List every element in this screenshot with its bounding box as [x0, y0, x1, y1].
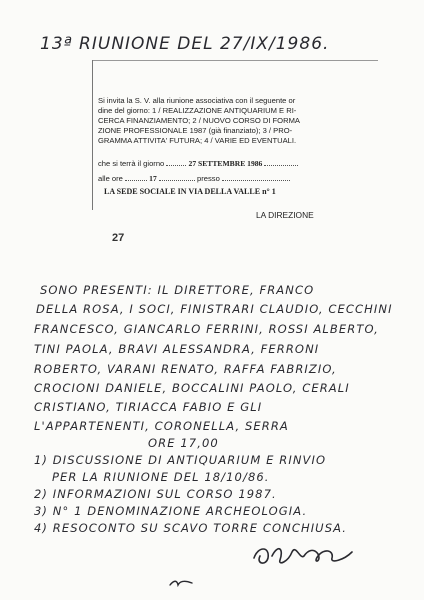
agenda-item: 3) N° 1 DENOMINAZIONE ARCHEOLOGIA.	[34, 504, 308, 518]
place-value: LA SEDE SOCIALE IN VIA DELLA VALLE n° 1	[104, 187, 276, 196]
minutes-line: SONO PRESENTI: IL DIRETTORE, FRANCO	[40, 283, 315, 297]
date-value: 27 SETTEMBRE 1986	[188, 159, 263, 168]
time-dots-after	[159, 172, 195, 181]
date-dots-after	[264, 157, 298, 166]
place-label: presso	[197, 174, 220, 183]
handwritten-mark	[168, 578, 194, 588]
handwritten-signature	[248, 540, 358, 570]
notice-signoff: LA DIREZIONE	[256, 210, 314, 220]
date-dots	[166, 157, 186, 166]
agenda-item-continued: PER LA RIUNIONE DEL 18/10/86.	[52, 470, 270, 484]
place-dots	[222, 172, 290, 181]
minutes-line: FRANCESCO, GIANCARLO FERRINI, ROSSI ALBERTO,	[34, 322, 379, 336]
minutes-time: ORE 17,00	[148, 436, 219, 450]
notice-line-5: GRAMMA ATTIVITA' FUTURA; 4 / VARIE ED EVENTUALI.	[98, 136, 297, 145]
stamp-number: 27	[112, 232, 125, 244]
agenda-item: 1) DISCUSSIONE DI ANTIQUARIUM E RINVIO	[34, 453, 327, 467]
agenda-item: 4) RESOCONTO SU SCAVO TORRE CONCHIUSA.	[34, 521, 348, 535]
notice-line-4: ZIONE PROFESSIONALE 1987 (già finanziato); 3 / PRO-	[98, 126, 293, 135]
meeting-heading: 13ª RIUNIONE DEL 27/IX/1986.	[40, 34, 330, 54]
notice-date-row	[98, 157, 298, 169]
minutes-line: TINI PAOLA, BRAVI ALESSANDRA, FERRONI	[34, 342, 320, 356]
notice-line-3: CERCA FINANZIAMENTO; 2 / NUOVO CORSO DI FORMA	[98, 116, 300, 125]
minutes-line: ROBERTO, VARANI RENATO, RAFFA FABRIZIO,	[34, 362, 337, 376]
time-value: 17	[149, 174, 157, 183]
minutes-line: CROCIONI DANIELE, BOCCALINI PAOLO, CERALI	[34, 381, 350, 395]
agenda-item: 2) INFORMAZIONI SUL CORSO 1987.	[34, 487, 277, 501]
notice-line-2: dine del giorno: 1 / REALIZZAZIONE ANTIQUARIUM E RI-	[98, 106, 297, 115]
minutes-line: CRISTIANO, TIRIACCA FABIO E GLI	[34, 400, 263, 414]
time-dots	[125, 172, 147, 181]
notice-line-1: Si invita la S. V. alla riunione associativa con il seguente or	[98, 96, 296, 105]
time-label: alle ore	[98, 174, 123, 183]
notice-time-row	[98, 172, 290, 184]
date-label: che si terrà il giorno	[98, 159, 165, 168]
minutes-line: L'APPARTENENTI, CORONELLA, SERRA	[34, 419, 289, 433]
minutes-line: DELLA ROSA, I SOCI, FINISTRARI CLAUDIO, CECCHINI	[36, 302, 393, 316]
